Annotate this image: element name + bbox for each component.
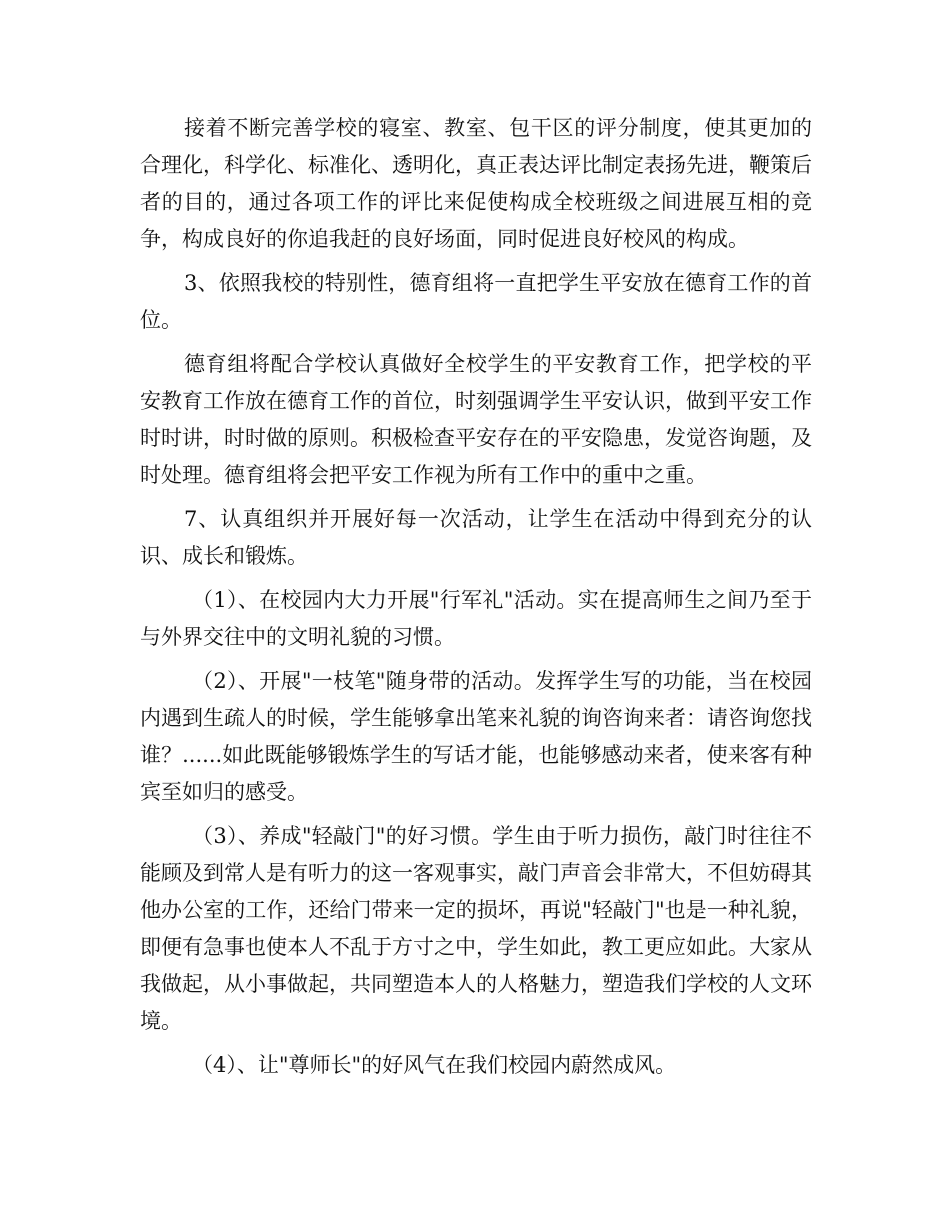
paragraph-subitem-1: （1）、在校园内大力开展"行军礼"活动。实在提高师生之间乃至于与外界交往中的文明礼貌的习惯。 — [140, 588, 812, 649]
paragraph-subitem-2: （2）、开展"一枝笔"随身带的活动。发挥学生写的功能，当在校园内遇到生疏人的时候，学生能够拿出笔来礼貌的询咨询来者：请咨询您找谁？......如此既能够锻炼学生的写话才能，也能够感动来者，使来客有种宾至如归的感受。 — [140, 669, 812, 804]
paragraph-subitem-4: （4）、让"尊师长"的好风气在我们校园内蔚然成风。 — [192, 1053, 677, 1077]
paragraph-item-7-heading: 7、认真组织并开展好每一次活动，让学生在活动中得到充分的认识、成长和锻炼。 — [140, 507, 812, 568]
paragraph-subitem-3: （3）、养成"轻敲门"的好习惯。学生由于听力损伤，敲门时往往不能顾及到常人是有听力的这一客观事实，敲门声音会非常大，不但妨碍其他办公室的工作，还给门带来一定的损坏，再说"轻敲门"也是一种礼貌，即便有急事也使本人不乱于方寸之中，学生如此，教工更应如此。大家从我做起，从小事做起，共同塑造本人的人格魅力，塑造我们学校的人文环境。 — [140, 824, 812, 1033]
paragraph-safety-education: 德育组将配合学校认真做好全校学生的平安教育工作，把学校的平安教育工作放在德育工作的首位，时刻强调学生平安认识，做到平安工作时时讲，时时做的原则。积极检查平安存在的平安隐患，发觉咨询题，及时处理。德育组将会把平安工作视为所有工作中的重中之重。 — [140, 352, 812, 487]
paragraph-item-3-heading: 3、依照我校的特别性，德育组将一直把学生平安放在德育工作的首位。 — [140, 271, 812, 332]
paragraph-dormitory-scoring: 接着不断完善学校的寝室、教室、包干区的评分制度，使其更加的合理化，科学化、标准化、透明化，真正表达评比制定表扬先进，鞭策后者的目的，通过各项工作的评比来促使构成全校班级之间进展互相的竞争，构成良好的你追我赶的良好场面，同时促进良好校风的构成。 — [140, 116, 812, 251]
document-body — [140, 110, 812, 1091]
